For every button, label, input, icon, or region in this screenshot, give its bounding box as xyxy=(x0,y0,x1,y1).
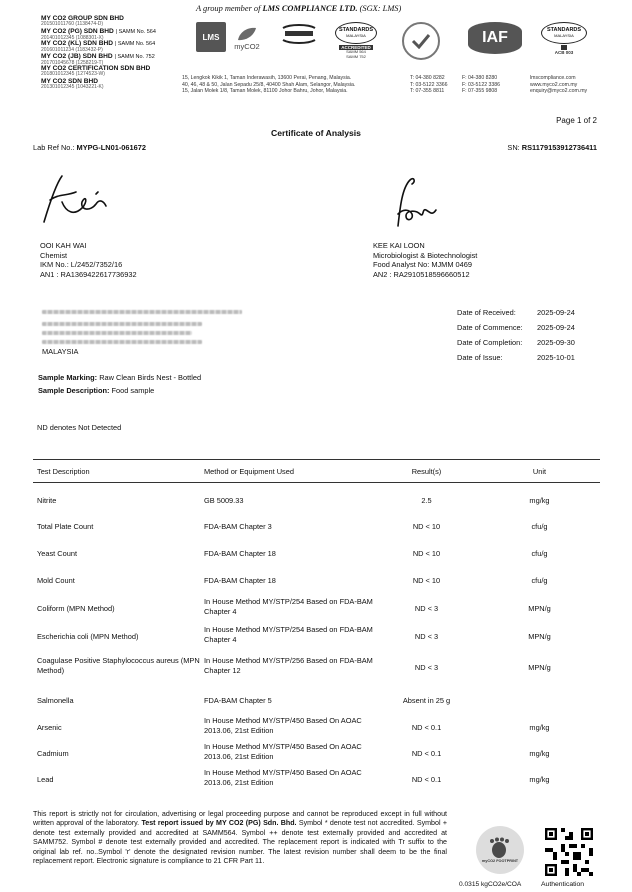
address-block: 15, Lengkok Kikik 1, Taman Inderawasih, 13600 Perai, Penang, Malaysia. 40, 46, 48 & 50, Jalan Sepadu 25/8, 40400 Shah Alam, Selangor, Malaysia. 15, Jalan Molek 1/8, Taman Molek, 81100 Johor Bahru, Johor, Malaysia. xyxy=(182,75,356,95)
date-row: Date of Completion: 2025-09-30 xyxy=(457,338,575,347)
authentication-label: Authentication xyxy=(541,881,585,888)
company-item: MY CO2 (PG) SDN BHD | SAMM No. 564 201401012345 (1088301-X) xyxy=(41,27,156,41)
redacted-line xyxy=(42,331,192,335)
standards-acb-logo: STANDARDS MALAYSIA ACB 003 xyxy=(540,22,588,66)
signatory-microbiologist: KEE KAI LOON Microbiologist & Biotechnologist Food Analyst No: MJMM 0469 AN2 : RA2910518596660512 xyxy=(373,241,478,279)
date-row: Date of Issue: 2025-10-01 xyxy=(457,353,575,362)
document-title: Certificate of Analysis xyxy=(271,128,361,138)
lab-ref: Lab Ref No.: MYPG-LN01-061672 xyxy=(33,143,146,152)
table-header-rule xyxy=(33,482,600,483)
halal-icon xyxy=(280,22,318,48)
phone-block: T: 04-380 8282 T: 03-5122 3366 T: 07-355 8811 xyxy=(410,75,448,95)
nd-note: ND denotes Not Detected xyxy=(37,423,122,432)
group-tagline: A group member of LMS COMPLIANCE LTD. (SGX: LMS) xyxy=(196,4,402,13)
lms-logo: LMS xyxy=(196,22,226,52)
date-row: Date of Received: 2025-09-24 xyxy=(457,308,575,317)
company-item: MY CO2 GROUP SDN BHD 201501011760 (1138474-D) xyxy=(41,15,124,27)
page-number: Page 1 of 2 xyxy=(556,116,597,125)
company-item: MY CO2 CERTIFICATION SDN BHD 201801012345 (1274523-W) xyxy=(41,65,151,77)
myco2-logo: myCO2 xyxy=(230,22,264,54)
signature-chemist xyxy=(36,172,126,227)
serial-number: SN: RS1179153912736411 xyxy=(507,143,597,152)
myco2-leaf-icon xyxy=(236,26,258,42)
company-item: MY CO2 SDN BHD 201301012345 (1043221-K) xyxy=(41,77,104,90)
company-item: MY CO2 (KL) SDN BHD | SAMM No. 564 201601011234 (1183432-P) xyxy=(41,40,156,53)
checkmark-icon xyxy=(411,33,431,49)
web-block: lmscompliance.com www.myco2.com.my enquiry@myco2.com.my xyxy=(530,75,588,95)
redacted-line xyxy=(42,322,202,326)
sample-marking: Sample Marking: Raw Clean Birds Nest - Bottled xyxy=(38,373,202,382)
company-list xyxy=(41,15,181,90)
co2-value: 0.0315 kgCO2e/COA xyxy=(459,881,522,888)
iaf-logo: IAF xyxy=(468,22,522,54)
footprint-icon xyxy=(487,837,513,859)
halal-logo xyxy=(280,22,318,48)
client-address: MALAYSIA xyxy=(42,310,262,357)
redacted-line xyxy=(42,340,202,344)
myco2-certification-logo xyxy=(402,22,440,60)
table-top-rule xyxy=(33,459,600,460)
disclaimer-text: This report is strictly not for circulation, advertising or legal proceeding purpose and cannot be reproduced except in full without written approval of the laboratory. Test report issued by MY CO2 (PG) Sdn. Bhd. Symbol * denote test not accredited. Symbol + denote test externally provided and accredited at SAMM564. Symbol ++ denote test externally provided and accredited at SAMM752. Symbol # denote test externally provided and accredited. The replacement report is indicated with Tr suffix to the original lab ref. no..Symbol 'r' denote the designated revision number. The latest revision number shall deem to be the final replacement report. Electronic signature is compliance to 21 CFR Part 11. xyxy=(33,810,447,866)
sample-description: Sample Description: Food sample xyxy=(38,386,155,395)
qr-code[interactable] xyxy=(545,828,593,876)
fax-block: F: 04-380 8280 F: 03-5122 3386 F: 07-355 9808 xyxy=(462,75,501,95)
standards-accredited-logo: STANDARDS MALAYSIA ACCREDITED SAMM 564 SAMM 752 xyxy=(335,22,377,66)
signatory-chemist: OOI KAH WAI Chemist IKM No.: L/2452/7352/16 AN1 : RA1369422617736932 xyxy=(40,241,137,279)
redacted-line xyxy=(42,310,242,314)
signature-microbiologist xyxy=(376,174,446,234)
co2-footprint-badge: myCO2 FOOTPRINT xyxy=(476,826,524,874)
dates-block xyxy=(457,308,597,368)
company-item: MY CO2 (JB) SDN BHD | SAMM No. 752 201701045678 (1258219-T) xyxy=(41,52,155,66)
date-row: Date of Commence: 2025-09-24 xyxy=(457,323,575,332)
